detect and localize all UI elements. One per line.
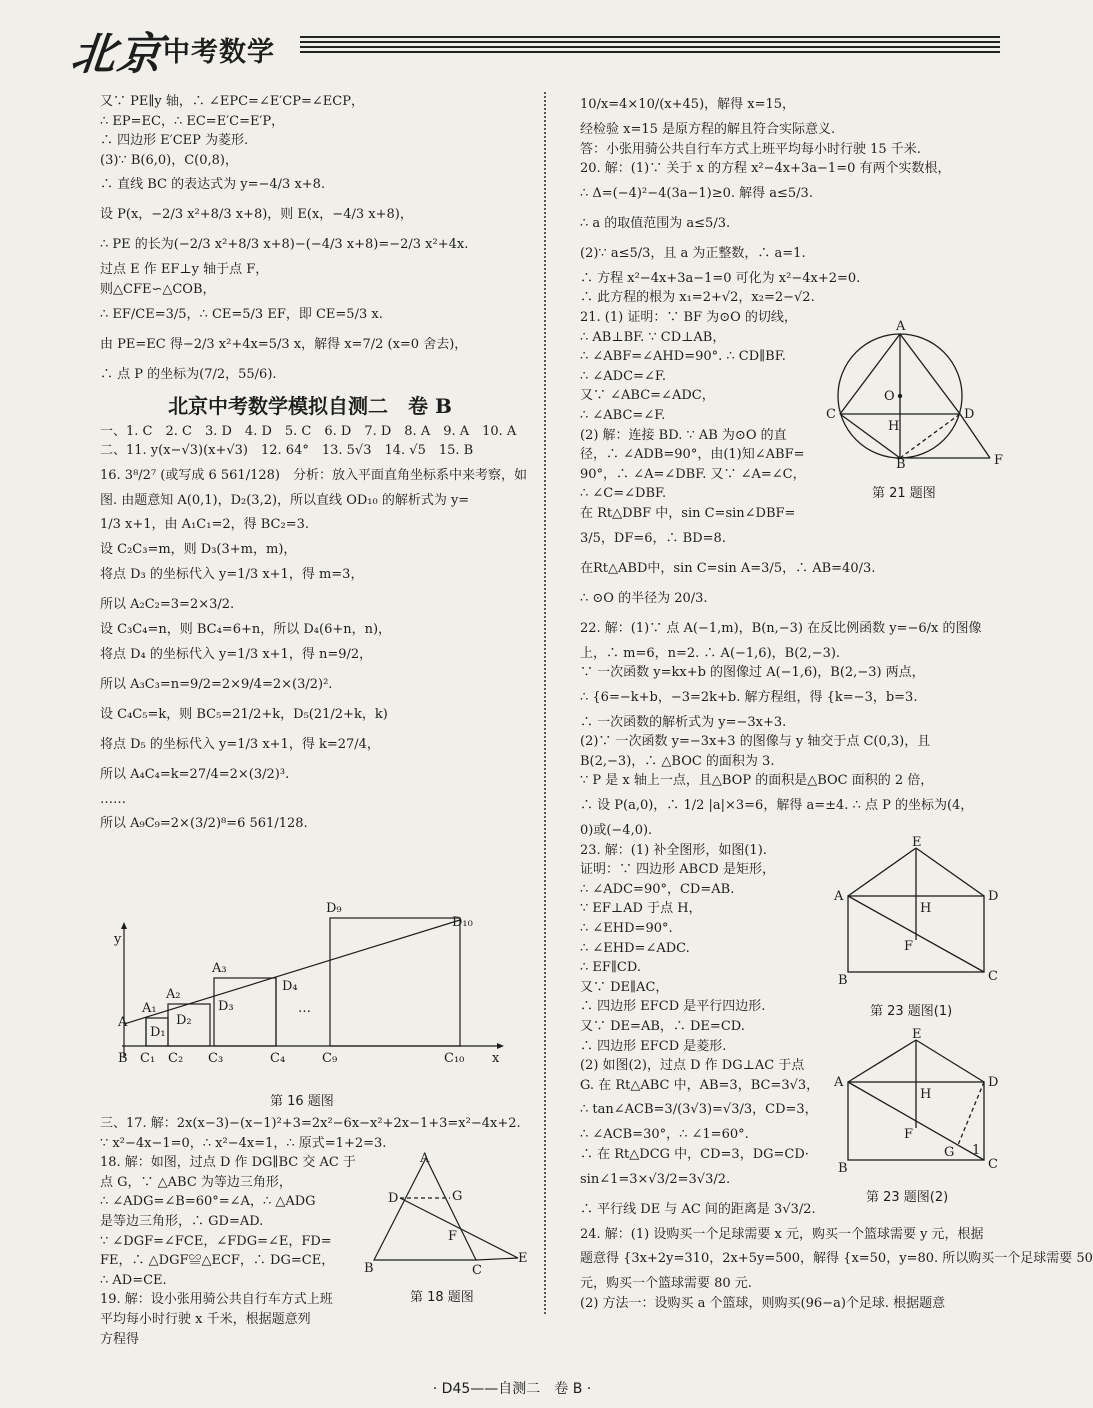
text-line: 由 PE=EC 得−2/3 x²+4x=5/3 x，解得 x=7/2 (x=0 舍去)， [100,336,468,352]
text-line: ∴ ∠C=∠DBF. [580,486,667,502]
left-column [100,92,530,839]
fig23a-caption: 第 23 题图(1) [870,1004,953,1019]
text-line: 设 C₃C₄=n，则 BC₄=6+n，所以 D₄(6+n，n)， [100,621,392,637]
text-line: ∴ a 的取值范围为 a≤5/3. [580,215,731,231]
text-line: 24. 解：(1) 设购买一个足球需要 x 元，购买一个篮球需要 y 元，根据 [580,1226,984,1242]
fig21-label: C [826,407,836,422]
text-line: ∴ PE 的长为(−2/3 x²+8/3 x+8)−(−4/3 x+8)=−2/3 x²+4x. [100,237,469,253]
fig23-label: D [988,889,999,904]
fig18-label: C [472,1263,482,1278]
text-line: ∵ EF⊥AD 于点 H， [580,901,702,917]
text-line: ∴ ∠ADC=90°，CD=AB. [580,881,735,897]
text-line: (2) 方法一：设购买 a 个篮球，则购买(96−a)个足球. 根据题意 [580,1295,946,1311]
fig16-caption: 第 16 题图 [270,1094,334,1109]
fig21-label: H [888,419,900,434]
figure-21 [822,318,1012,472]
fig23-label: G [944,1145,955,1160]
fig21-label: F [994,453,1004,468]
text-line: (2) 解：连接 BD. ∵ AB 为⊙O 的直 [580,427,787,443]
fig18-label: E [518,1251,528,1266]
fig16-label: C₉ [322,1051,338,1066]
figure-18 [358,1148,530,1280]
figure-16 [112,898,512,1068]
fig16-label: y [114,932,122,947]
page-footer: · D45——自测二 卷 B · [432,1381,592,1397]
text-line: 所以 A₉C₉=2×(3/2)⁸=6 561/128. [100,816,308,832]
text-line: 上，∴ m=6，n=2. ∴ A(−1,6)，B(2,−3). [580,645,841,661]
fig16-label: x [492,1051,500,1066]
text-line: 又∵ ∠ABC=∠ADC， [580,388,715,404]
text-line: 元，购买一个篮球需要 80 元. [580,1276,752,1292]
text-line: (2)∵ a≤5/3，且 a 为正整数，∴ a=1. [580,245,806,261]
text-line: 20. 解：(1)∵ 关于 x 的方程 x²−4x+3a−1=0 有两个实数根， [580,161,951,177]
text-line: ∵ 一次函数 y=kx+b 的图像过 A(−1,6)，B(2,−3) 两点， [580,665,925,681]
header-logo: 北京 [68,29,167,80]
figure-23-1 [830,836,1010,986]
fig16-label: D₉ [326,901,342,916]
fig16-label: C₂ [168,1051,184,1066]
text-line: 题意得 {3x+2y=310，2x+5y=500，解得 {x=50，y=80. 所以购买一个足球需要 50 [580,1251,1093,1267]
text-line: ∴ 直线 BC 的表达式为 y=−4/3 x+8. [100,177,326,193]
text-line: 所以 A₃C₃=n=9/2=2×9/4=2×(3/2)². [100,676,333,692]
fig23-label: B [838,973,848,988]
fig23b-caption: 第 23 题图(2) [866,1190,949,1205]
column-divider [544,92,546,1314]
answer-line: 二、11. y(x−√3)(x+√3) 12. 64° 13. 5√3 14. √5 15. B [100,443,474,459]
text-line: ∴ 一次函数的解析式为 y=−3x+3. [580,714,787,730]
text-line: ∴ ∠EHD=90°. [580,921,673,937]
fig21-label: O [884,389,895,404]
text-line: 则△CFE∽△COB， [100,281,216,297]
text-line: ∴ tan∠ACB=3/(3√3)=√3/3，CD=3， [580,1102,818,1118]
fig16-label: C₁ [140,1051,156,1066]
text-line: ∴ 在 Rt△DCG 中，CD=3，DG=CD· [580,1146,809,1162]
text-line: ∴ EF∥CD. [580,960,641,976]
text-line: ∴ ∠ADG=∠B=60°=∠A，∴ △ADG [100,1194,316,1210]
fig18-label: B [364,1261,374,1276]
text-line: ∴ ∠ABC=∠F. [580,407,666,423]
text-line: ∵ P 是 x 轴上一点，且△BOP 的面积是△BOC 面积的 2 倍， [580,773,934,789]
fig21-label: D [964,407,975,422]
text-line: ∴ 方程 x²−4x+3a−1=0 可化为 x²−4x+2=0. [580,270,861,286]
text-line: (2) 如图(2)，过点 D 作 DG⊥AC 于点 [580,1058,805,1074]
fig16-label: B [118,1051,128,1066]
fig16-label: D₁ [150,1025,166,1040]
text-line: ∴ ⊙O 的半径为 20/3. [580,590,708,606]
answer-line: 一、1. C 2. C 3. D 4. D 5. C 6. D 7. D 8. A 9. A 10. A [100,423,517,439]
text-line: (2)∵ 一次函数 y=−3x+3 的图像与 y 轴交于点 C(0,3)，且 [580,734,931,750]
text-line: …… [100,791,126,807]
text-line: 设 C₄C₅=k，则 BC₅=21/2+k，D₅(21/2+k，k) [100,706,388,722]
text-line: 答：小张用骑公共自行车方式上班平均每小时行驶 15 千米. [580,141,921,157]
text-line: ∴ 四边形 E′CEP 为菱形. [100,133,249,149]
text-line: 点 G，∵ △ABC 为等边三角形， [100,1174,292,1190]
text-line: 22. 解：(1)∵ 点 A(−1,m)，B(n,−3) 在反比例函数 y=−6/x 的图像 [580,620,982,636]
text-line: 0)或(−4,0). [580,823,653,839]
text-line: FE，∴ △DGF≌△ECF，∴ DG=CE， [100,1253,335,1269]
text-line: ∴ 四边形 EFCD 是菱形. [580,1038,727,1054]
text-line: sin∠1=3×√3/2=3√3/2. [580,1171,731,1187]
fig23-label: E [912,1027,922,1042]
text-line: 径，∴ ∠ADB=90°，由(1)知∠ABF= [580,447,805,463]
text-line: 在Rt△ABD中，sin C=sin A=3/5，∴ AB=40/3. [580,560,876,576]
text-line: ∴ 此方程的根为 x₁=2+√2，x₂=2−√2. [580,290,815,306]
text-line: ∴ ∠EHD=∠ADC. [580,940,690,956]
text-line: ∵ x²−4x−1=0，∴ x²−4x=1，∴ 原式=1+2=3. [100,1135,387,1151]
fig23-label: F [904,939,914,954]
fig21-label: B [896,457,906,472]
text-line: 3/5，DF=6，∴ BD=8. [580,530,726,546]
text-line: 又∵ DE∥AC， [580,979,669,995]
text-line: 1/3 x+1，由 A₁C₁=2，得 BC₂=3. [100,517,309,533]
text-line: 经检验 x=15 是原方程的解且符合实际意义. [580,122,836,137]
fig23-label: H [920,1087,932,1102]
text-line: ∴ {6=−k+b，−3=2k+b. 解方程组，得 {k=−3，b=3. [580,689,918,705]
text-line: 所以 A₄C₄=k=27/4=2×(3/2)³. [100,766,290,782]
fig23-label: 1 [972,1143,981,1158]
fig18-label: D [388,1191,399,1206]
text-line: 23. 解：(1) 补全图形，如图(1). [580,842,767,858]
text-line: 将点 D₅ 的坐标代入 y=1/3 x+1，得 k=27/4， [100,736,380,752]
text-line: 三、17. 解：2x(x−3)−(x−1)²+3=2x²−6x−x²+2x−1+3=x²−4x+2. [100,1116,521,1131]
text-line: 又∵ PE∥y 轴，∴ ∠EPC=∠E′CP=∠ECP， [100,94,364,109]
text-line: B(2,−3)，∴ △BOC 的面积为 3. [580,753,775,769]
text-line: 所以 A₂C₂=3=2×3/2. [100,596,235,612]
fig16-label: D₄ [282,979,298,994]
text-line: 又∵ DE=AB，∴ DE=CD. [580,1019,745,1034]
fig16-label: A₁ [142,1001,157,1016]
fig16-label: C₁₀ [444,1051,465,1066]
text-line: 18. 解：如图，过点 D 作 DG∥BC 交 AC 于 [100,1155,356,1171]
fig16-label: D₁₀ [452,915,473,930]
text-line: (3)∵ B(6,0)，C(0,8)， [100,152,238,168]
text-line: G. 在 Rt△ABC 中，AB=3，BC=3√3， [580,1077,820,1093]
text-line: ∴ 四边形 EFCD 是平行四边形. [580,999,766,1015]
text-line: ∴ EP=EC，∴ EC=E′C=E′P， [100,113,285,129]
fig16-label: C₃ [208,1051,224,1066]
text-line: ∴ 平行线 DE 与 AC 间的距离是 3√3/2. [580,1201,816,1217]
fig23-label: C [988,969,998,984]
fig23-label: B [838,1161,848,1176]
text-line: 证明：∵ 四边形 ABCD 是矩形， [580,862,775,878]
text-line: 方程得 [100,1331,140,1347]
header-rules [300,36,1000,56]
fig23-label: D [988,1075,999,1090]
fig18-caption: 第 18 题图 [410,1290,474,1305]
fig16-label: A₃ [212,961,227,976]
fig16-label: A₂ [166,987,181,1002]
header-title: 中考数学 [163,37,275,68]
fig23-label: C [988,1157,998,1172]
figure-23-2 [830,1027,1010,1180]
text-line: 设 C₂C₃=m，则 D₃(3+m，m)， [100,542,297,558]
fig16-label: C₄ [270,1051,286,1066]
text-line: 16. 3⁸/2⁷ (或写成 6 561/128) 分析：放入平面直角坐标系中来考察，如 [100,467,527,483]
text-line: ∴ ∠ADC=∠F. [580,368,666,384]
fig18-label: A [420,1151,430,1166]
text-line: 将点 D₃ 的坐标代入 y=1/3 x+1，得 m=3， [100,566,364,582]
fig23-label: H [920,901,932,916]
fig16-label: … [298,1001,311,1016]
text-line: 图. 由题意知 A(0,1)，D₂(3,2)，所以直线 OD₁₀ 的解析式为 y= [100,492,470,508]
text-line: 是等边三角形，∴ GD=AD. [100,1213,264,1229]
text-line: ∴ 点 P 的坐标为(7/2，55/6). [100,366,277,382]
text-line: ∴ AD=CE. [100,1272,167,1288]
fig16-label: D₂ [176,1013,192,1028]
text-line: 10/x=4×10/(x+45)，解得 x=15， [580,97,796,112]
section-title: 北京中考数学模拟自测二 卷 B [168,393,452,418]
text-line: ∵ ∠DGF=∠FCE，∠FDG=∠E，FD= [100,1233,332,1249]
fig21-label: A [896,319,906,334]
text-line: 19. 解：设小张用骑公共自行车方式上班 [100,1292,333,1308]
text-line: 过点 E 作 EF⊥y 轴于点 F， [100,262,269,278]
text-line: 在 Rt△DBF 中，sin C=sin∠DBF= [580,505,796,521]
fig16-label: A [118,1015,128,1030]
text-line: ∴ Δ=(−4)²−4(3a−1)≥0. 解得 a≤5/3. [580,185,813,201]
text-line: 将点 D₄ 的坐标代入 y=1/3 x+1，得 n=9/2， [100,646,373,662]
text-line: ∴ AB⊥BF. ∵ CD⊥AB， [580,329,726,345]
fig23-label: A [834,1075,844,1090]
fig23-label: F [904,1127,914,1142]
text-line: 设 P(x，−2/3 x²+8/3 x+8)，则 E(x，−4/3 x+8)， [100,207,413,223]
text-line: ∴ ∠ABF=∠AHD=90°. ∴ CD∥BF. [580,349,786,365]
fig18-label: F [448,1229,458,1244]
fig16-label: D₃ [218,999,234,1014]
fig23-label: A [834,889,844,904]
fig18-label: G [452,1189,463,1204]
text-line: ∴ ∠ACB=30°，∴ ∠1=60°. [580,1127,749,1143]
text-line: 21. (1) 证明：∵ BF 为⊙O 的切线， [580,309,797,325]
text-line: ∴ 设 P(a,0)，∴ 1/2 |a|×3=6，解得 a=±4. ∴ 点 P 的坐标为(4， [580,798,974,814]
fig23-label: E [912,835,922,850]
fig21-caption: 第 21 题图 [872,486,936,501]
text-line: ∴ EF/CE=3/5，∴ CE=5/3 EF，即 CE=5/3 x. [100,306,383,322]
text-line: 90°，∴ ∠A=∠DBF. 又∵ ∠A=∠C， [580,466,806,482]
text-line: 平均每小时行驶 x 千米，根据题意列 [100,1311,311,1327]
